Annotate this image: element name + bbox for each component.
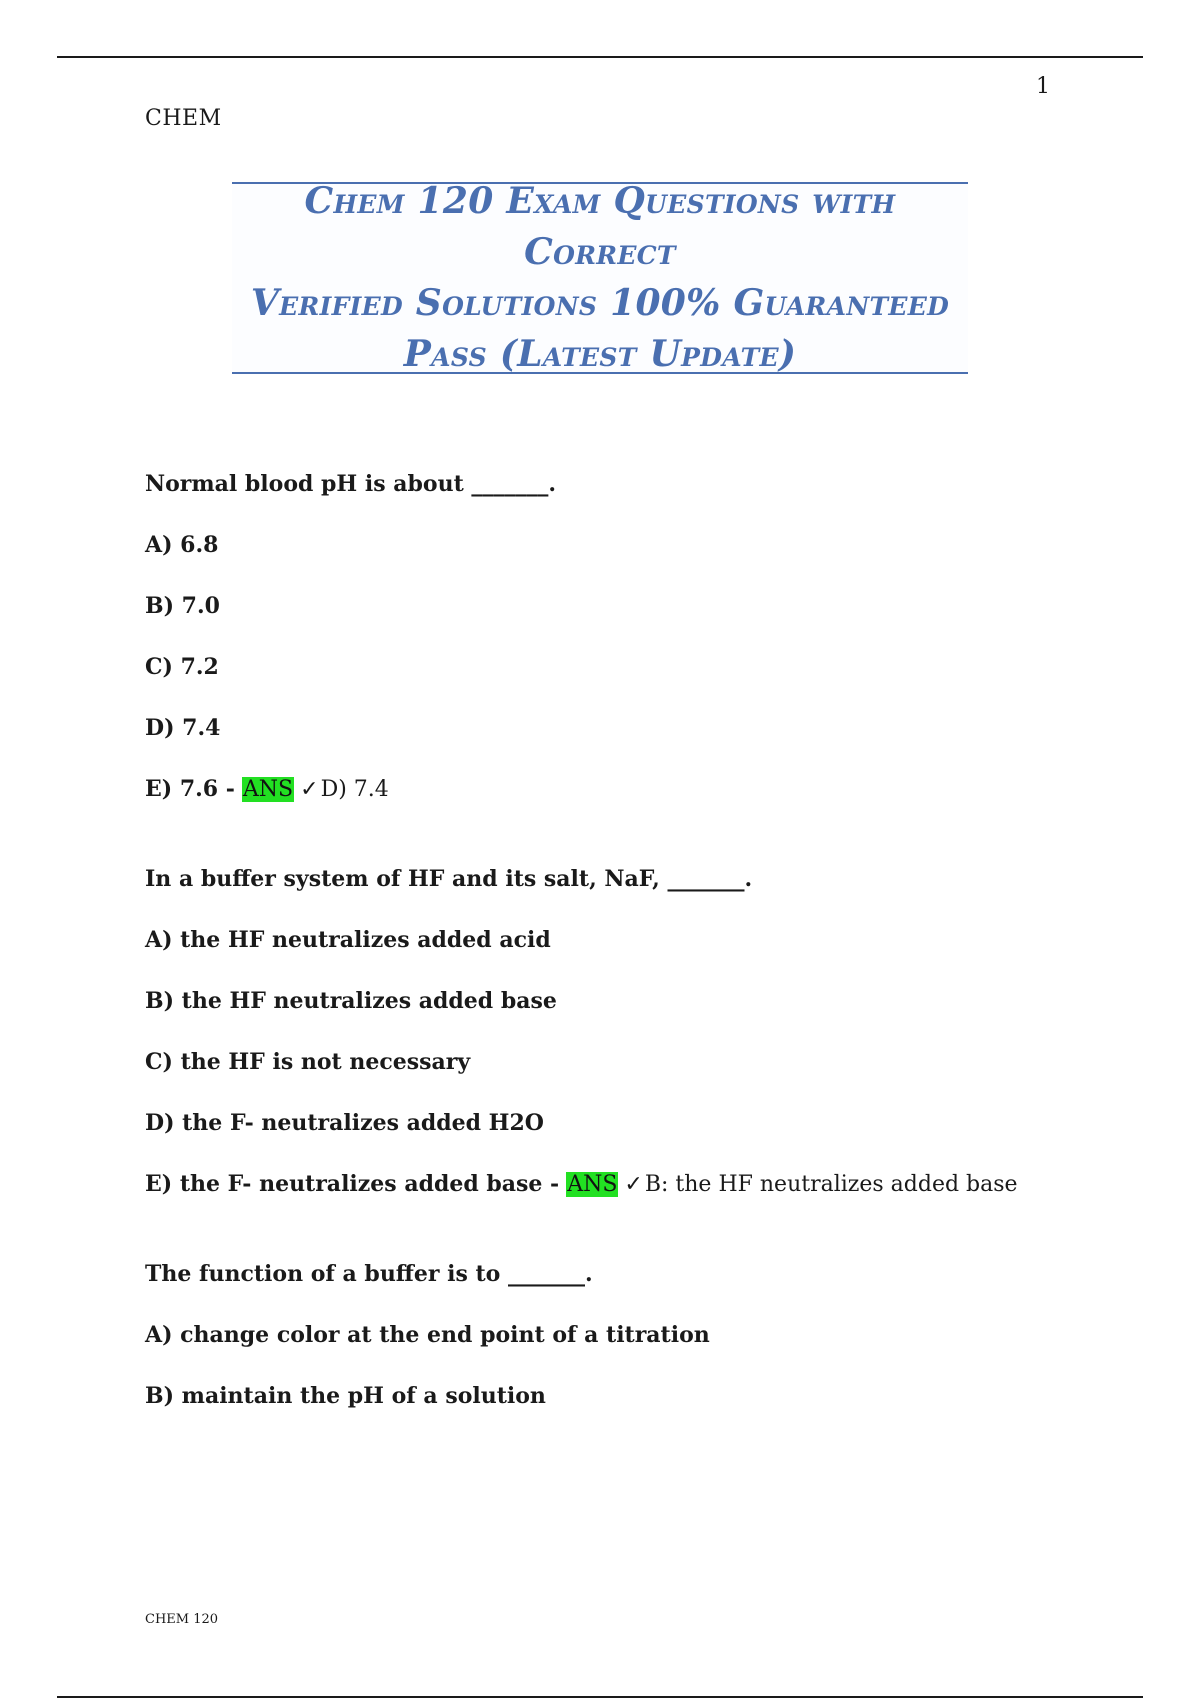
answer-option: B) 7.0 xyxy=(145,593,220,619)
answer-option: C) 7.2 xyxy=(145,654,219,680)
answer-option: C) the HF is not necessary xyxy=(145,1049,471,1075)
ans-badge: ANS xyxy=(567,1172,618,1197)
question-block xyxy=(145,865,1145,1199)
top-rule xyxy=(57,56,1143,58)
correct-answer-text: D) 7.4 xyxy=(320,777,389,802)
page-footer: CHEM 120 xyxy=(145,1612,219,1627)
question-block xyxy=(145,470,1145,804)
running-header: CHEM xyxy=(145,106,222,131)
title-box xyxy=(232,182,968,374)
correct-answer-text: B: the HF neutralizes added base xyxy=(644,1172,1018,1197)
answer-line xyxy=(145,1170,1145,1199)
question-stem: The function of a buffer is to _______. xyxy=(145,1261,593,1287)
title-line-2: Verified Solutions 100% Guaranteed xyxy=(250,282,950,324)
answer-option: D) the F- neutralizes added H2O xyxy=(145,1110,544,1136)
ans-badge: ANS xyxy=(242,777,294,802)
answer-option: E) the F- neutralizes added base - xyxy=(145,1171,560,1197)
question-block xyxy=(145,1260,1145,1410)
bottom-rule xyxy=(57,1696,1143,1698)
answer-option: B) the HF neutralizes added base xyxy=(145,988,557,1014)
title-line-3: Pass (Latest Update) xyxy=(403,333,797,375)
checkmark-icon: ✓ xyxy=(624,1172,643,1197)
title-line-1: Chem 120 Exam Questions with Correct xyxy=(304,180,896,273)
answer-option: D) 7.4 xyxy=(145,715,221,741)
answer-option: E) 7.6 - xyxy=(145,776,235,802)
answer-option: A) 6.8 xyxy=(145,532,219,558)
document-title xyxy=(232,176,968,380)
answer-line xyxy=(145,775,1145,804)
question-stem: Normal blood pH is about _______. xyxy=(145,471,557,497)
question-list xyxy=(145,470,1145,1443)
answer-option: B) maintain the pH of a solution xyxy=(145,1383,546,1409)
answer-option: A) change color at the end point of a titration xyxy=(145,1322,710,1348)
answer-option: A) the HF neutralizes added acid xyxy=(145,927,551,953)
page-number: 1 xyxy=(1036,74,1050,99)
checkmark-icon: ✓ xyxy=(300,777,319,802)
question-stem: In a buffer system of HF and its salt, NaF, _______. xyxy=(145,866,753,892)
